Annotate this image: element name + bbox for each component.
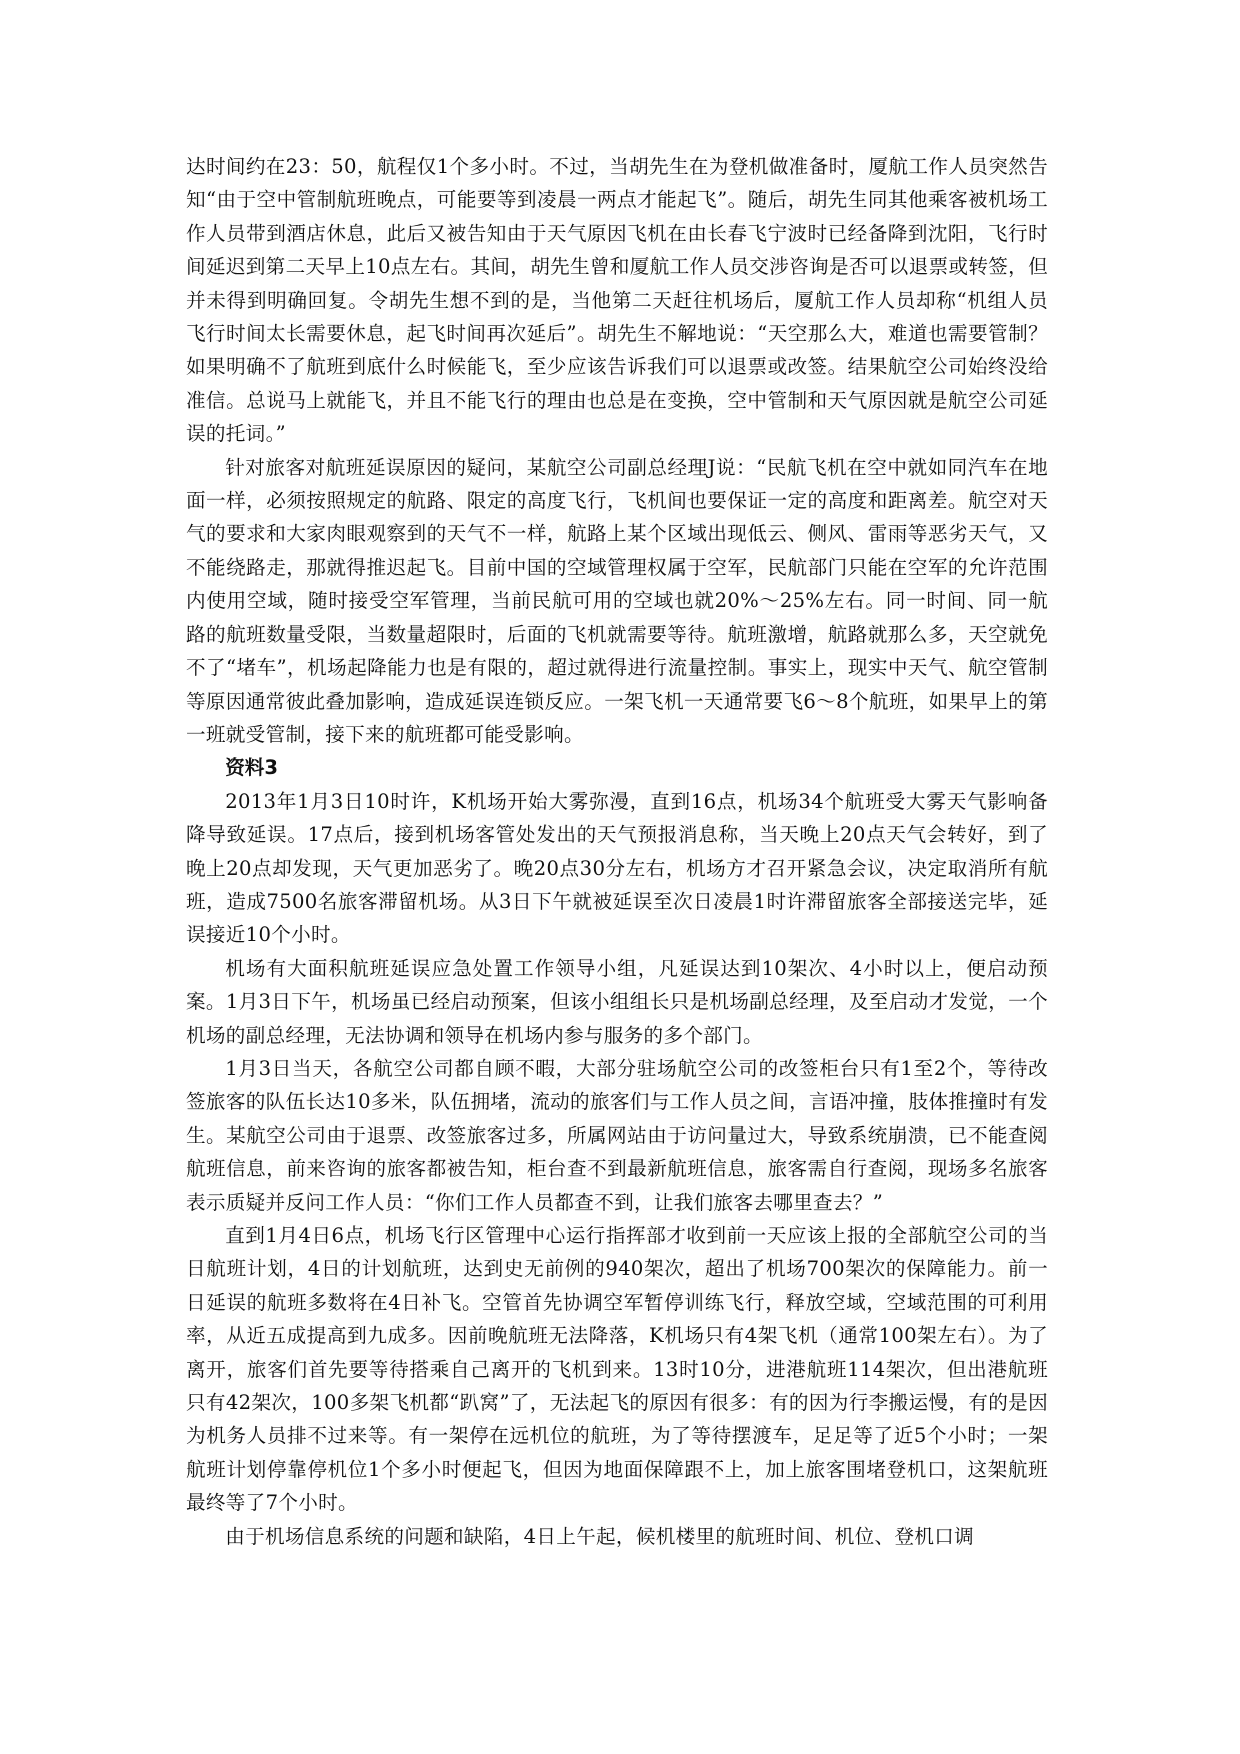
paragraph-flight-recovery: 直到1月4日6点，机场飞行区管理中心运行指挥部才收到前一天应该上报的全部航空公司的当日航班计划，4日的计划航班，达到史无前例的940架次，超出了机场700架次的保障能力。前一日延误的航班多数将在4日补飞。空管首先协调空军暂停训练飞行，释放空域，空域范围的可利用率，从近五成提高到九成多。因前晚航班无法降落，K机场只有4架飞机（通常100架左右）。为了离开，旅客们首先要等待搭乘自己离开的飞机到来。13时10分，进港航班114架次，但出港航班只有42架次，100多架飞机都“趴窝”了，无法起飞的原因有很多：有的因为行李搬运慢，有的是因为机务人员排不过来等。有一架停在远机位的航班，为了等待摆渡车，足足等了近5个小时；一架航班计划停靠停机位1个多小时便起飞，但因为地面保障跟不上，加上旅客围堵登机口，这架航班最终等了7个小时。 xyxy=(186,1224,1048,1515)
paragraph-airline-explanation: 针对旅客对航班延误原因的疑问，某航空公司副总经理J说：“民航飞机在空中就如同汽车在地面一样，必须按照规定的航路、限定的高度飞行，飞机间也要保证一定的高度和距离差。航空对天气的要求和大家肉眼观察到的天气不一样，航路上某个区域出现低云、侧风、雷雨等恶劣天气，又不能绕路走，那就得推迟起飞。目前中国的空域管理权属于空军，民航部门只能在空军的允许范围内使用空域，随时接受空军管理，当前民航可用的空域也就20%～25%左右。同一时间、同一航路的航班数量受限，当数量超限时，后面的飞机就需要等待。航班激增，航路就那么多，天空就免不了“堵车”，机场起降能力也是有限的，超过就得进行流量控制。事实上，现实中天气、航空管制等原因通常彼此叠加影响，造成延误连锁反应。一架飞机一天通常要飞6～8个航班，如果早上的第一班就受管制，接下来的航班都可能受影响。 xyxy=(186,455,1048,746)
paragraph-info-system: 由于机场信息系统的问题和缺陷，4日上午起，候机楼里的航班时间、机位、登机口调 xyxy=(225,1524,975,1548)
paragraph-continued: 达时间约在23：50，航程仅1个多小时。不过，当胡先生在为登机做准备时，厦航工作人员突然告知“由于空中管制航班晚点，可能要等到凌晨一两点才能起飞”。随后，胡先生同其他乘客被机场工作人员带到酒店休息，此后又被告知由于天气原因飞机在由长春飞宁波时已经备降到沈阳，飞行时间延迟到第二天早上10点左右。其间，胡先生曾和厦航工作人员交涉咨询是否可以退票或转签，但并未得到明确回复。令胡先生想不到的是，当他第二天赶往机场后，厦航工作人员却称“机组人员飞行时间太长需要休息，起飞时间再次延后”。胡先生不解地说：“天空那么大，难道也需要管制？如果明确不了航班到底什么时候能飞，至少应该告诉我们可以退票或改签。结果航空公司始终没给准信。总说马上就能飞，并且不能飞行的理由也总是在变换，空中管制和天气原因就是航空公司延误的托词。” xyxy=(186,155,1048,446)
paragraph-fog-delay: 2013年1月3日10时许，K机场开始大雾弥漫，直到16点，机场34个航班受大雾天气影响备降导致延误。17点后，接到机场客管处发出的天气预报消息称，当天晚上20点天气会转好，到了晚上20点却发现，天气更加恶劣了。晚20点30分左右，机场方才召开紧急会议，决定取消所有航班，造成7500名旅客滞留机场。从3日下午就被延误至次日凌晨1时许滞留旅客全部接送完毕，延误接近10个小时。 xyxy=(186,789,1048,947)
paragraph-rebooking-chaos: 1月3日当天，各航空公司都自顾不暇，大部分驻场航空公司的改签柜台只有1至2个，等待改签旅客的队伍长达10多米，队伍拥堵，流动的旅客们与工作人员之间，言语冲撞，肢体推撞时有发生。某航空公司由于退票、改签旅客过多，所属网站由于访问量过大，导致系统崩溃，已不能查阅航班信息，前来咨询的旅客都被告知，柜台查不到最新航班信息，旅客需自行查阅，现场多名旅客表示质疑并反问工作人员：“你们工作人员都查不到，让我们旅客去哪里查去？” xyxy=(186,1056,1048,1214)
paragraph-emergency-plan: 机场有大面积航班延误应急处置工作领导小组，凡延误达到10架次、4小时以上，便启动预案。1月3日下午，机场虽已经启动预案，但该小组组长只是机场副总经理，及至启动才发觉，一个机场的副总经理，无法协调和领导在机场内参与服务的多个部门。 xyxy=(186,956,1048,1047)
document-page xyxy=(186,150,1048,1553)
section-heading: 资料3 xyxy=(225,756,279,780)
